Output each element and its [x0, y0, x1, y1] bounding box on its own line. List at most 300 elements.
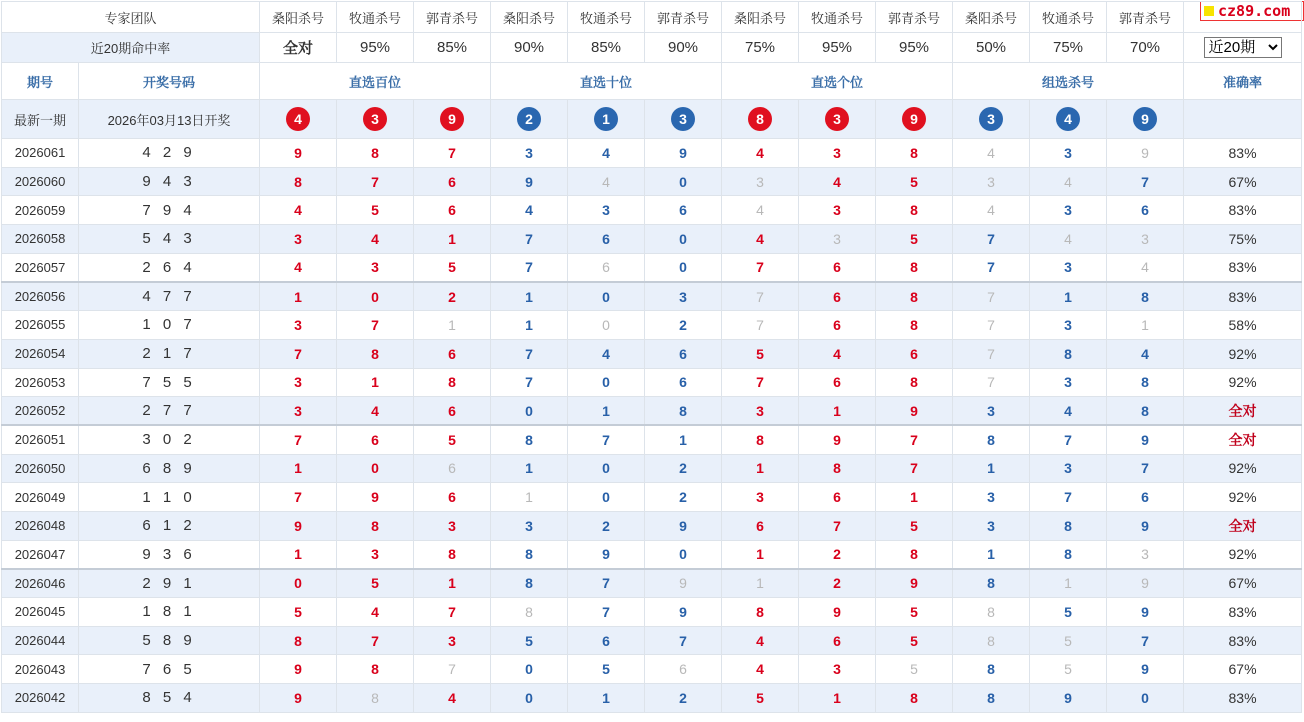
kill-number-cell: 1	[645, 425, 722, 454]
kill-number-cell: 0	[491, 684, 568, 713]
accuracy-cell: 全对	[1184, 511, 1302, 540]
latest-draw-row	[2, 100, 1302, 139]
kill-number-cell: 5	[337, 196, 414, 225]
kill-number-cell: 3	[260, 225, 337, 254]
period-select[interactable]	[1204, 37, 1282, 58]
kill-number-cell: 1	[1030, 569, 1107, 598]
kill-number-cell: 1	[414, 311, 491, 340]
draw-number-cell: 5 8 9	[79, 626, 260, 655]
number-ball: 8	[748, 107, 772, 131]
table-row	[2, 598, 1302, 627]
kill-number-cell: 1	[260, 282, 337, 311]
kill-number-cell: 7	[491, 225, 568, 254]
number-ball: 4	[1056, 107, 1080, 131]
kill-number-cell: 0	[645, 253, 722, 282]
accuracy-cell: 83%	[1184, 253, 1302, 282]
number-ball: 1	[594, 107, 618, 131]
number-ball: 9	[440, 107, 464, 131]
accuracy-cell: 67%	[1184, 655, 1302, 684]
kill-number-cell: 9	[568, 540, 645, 569]
kill-number-cell: 5	[876, 511, 953, 540]
kill-number-cell: 6	[568, 253, 645, 282]
kill-number-cell: 6	[414, 167, 491, 196]
kill-number-cell: 6	[799, 311, 876, 340]
latest-ball-cell	[1030, 100, 1107, 139]
kill-number-cell: 0	[260, 569, 337, 598]
kill-number-cell: 4	[568, 167, 645, 196]
kill-number-cell: 9	[876, 397, 953, 426]
kill-number-cell: 8	[337, 684, 414, 713]
kill-number-cell: 1	[722, 540, 799, 569]
expert-name-cell: 牧通杀号	[337, 2, 414, 33]
kill-number-cell: 0	[1107, 684, 1184, 713]
kill-number-cell: 8	[1030, 540, 1107, 569]
kill-number-cell: 7	[337, 167, 414, 196]
kill-number-cell: 8	[953, 626, 1030, 655]
expert-hit-rate: 85%	[568, 33, 645, 63]
table-row	[2, 425, 1302, 454]
kill-number-cell: 4	[1107, 253, 1184, 282]
kill-number-cell: 8	[414, 368, 491, 397]
latest-ball-cell	[876, 100, 953, 139]
number-ball: 9	[1133, 107, 1157, 131]
kill-number-cell: 3	[953, 397, 1030, 426]
kill-number-cell: 8	[491, 540, 568, 569]
kill-number-cell: 8	[645, 397, 722, 426]
kill-number-cell: 1	[491, 483, 568, 512]
header-group: 组选杀号	[953, 63, 1184, 100]
kill-number-cell: 7	[568, 425, 645, 454]
kill-number-cell: 7	[491, 368, 568, 397]
kill-number-cell: 6	[876, 339, 953, 368]
kill-number-cell: 2	[799, 540, 876, 569]
kill-number-cell: 5	[876, 626, 953, 655]
kill-number-cell: 9	[645, 569, 722, 598]
draw-number-cell: 2 7 7	[79, 397, 260, 426]
kill-number-cell: 7	[953, 339, 1030, 368]
period-select-cell	[1184, 33, 1302, 63]
table-row	[2, 540, 1302, 569]
kill-number-cell: 7	[722, 282, 799, 311]
kill-number-cell: 8	[876, 253, 953, 282]
kill-number-cell: 4	[337, 225, 414, 254]
kill-number-cell: 9	[260, 139, 337, 168]
kill-number-cell: 9	[799, 598, 876, 627]
kill-number-cell: 7	[722, 253, 799, 282]
kill-number-cell: 3	[1030, 139, 1107, 168]
kill-number-cell: 3	[1030, 311, 1107, 340]
accuracy-cell: 83%	[1184, 139, 1302, 168]
kill-number-cell: 8	[953, 684, 1030, 713]
kill-number-cell: 4	[491, 196, 568, 225]
kill-number-cell: 8	[491, 598, 568, 627]
kill-number-cell: 4	[953, 139, 1030, 168]
period-cell: 2026048	[2, 511, 79, 540]
table-row	[2, 626, 1302, 655]
number-ball: 3	[825, 107, 849, 131]
kill-number-cell: 9	[1107, 655, 1184, 684]
kill-number-cell: 3	[1030, 253, 1107, 282]
expert-hit-rate: 70%	[1107, 33, 1184, 63]
kill-number-cell: 6	[722, 511, 799, 540]
latest-ball-cell	[491, 100, 568, 139]
kill-number-cell: 8	[876, 139, 953, 168]
kill-number-cell: 3	[1030, 196, 1107, 225]
kill-number-cell: 1	[491, 282, 568, 311]
kill-number-cell: 7	[568, 598, 645, 627]
kill-number-cell: 8	[337, 511, 414, 540]
kill-number-cell: 7	[799, 511, 876, 540]
kill-number-cell: 4	[722, 196, 799, 225]
kill-number-cell: 0	[337, 282, 414, 311]
kill-number-cell: 8	[1030, 511, 1107, 540]
kill-number-cell: 4	[568, 339, 645, 368]
expert-name-row	[2, 2, 1302, 33]
kill-number-cell: 4	[1030, 225, 1107, 254]
kill-number-cell: 3	[799, 139, 876, 168]
kill-number-cell: 6	[568, 225, 645, 254]
period-cell: 2026058	[2, 225, 79, 254]
kill-number-cell: 1	[953, 454, 1030, 483]
kill-number-cell: 4	[1107, 339, 1184, 368]
kill-number-cell: 3	[722, 167, 799, 196]
number-ball: 3	[363, 107, 387, 131]
kill-number-cell: 5	[876, 655, 953, 684]
kill-number-table	[1, 1, 1302, 713]
kill-number-cell: 8	[337, 139, 414, 168]
draw-number-cell: 4 2 9	[79, 139, 260, 168]
kill-number-cell: 9	[260, 684, 337, 713]
latest-date: 2026年03月13日开奖	[79, 100, 260, 139]
kill-number-cell: 0	[568, 454, 645, 483]
kill-number-cell: 6	[799, 626, 876, 655]
kill-number-cell: 9	[1107, 598, 1184, 627]
table-row	[2, 225, 1302, 254]
number-ball: 3	[671, 107, 695, 131]
kill-number-cell: 6	[799, 282, 876, 311]
expert-name-cell: 桑阳杀号	[491, 2, 568, 33]
expert-name-cell: 牧通杀号	[1030, 2, 1107, 33]
kill-number-cell: 1	[568, 684, 645, 713]
kill-number-cell: 4	[1030, 167, 1107, 196]
expert-hit-rate: 95%	[799, 33, 876, 63]
kill-number-cell: 7	[491, 253, 568, 282]
expert-name-cell: 郭青杀号	[414, 2, 491, 33]
kill-number-cell: 7	[414, 139, 491, 168]
period-cell: 2026053	[2, 368, 79, 397]
kill-number-cell: 7	[1107, 167, 1184, 196]
expert-name-cell: 桑阳杀号	[260, 2, 337, 33]
accuracy-cell: 全对	[1184, 397, 1302, 426]
latest-ball-cell	[337, 100, 414, 139]
kill-number-cell: 8	[337, 655, 414, 684]
kill-number-cell: 1	[414, 569, 491, 598]
kill-number-cell: 0	[491, 397, 568, 426]
kill-number-cell: 7	[568, 569, 645, 598]
kill-number-cell: 4	[722, 139, 799, 168]
kill-number-cell: 8	[491, 425, 568, 454]
table-row	[2, 511, 1302, 540]
kill-number-cell: 1	[722, 569, 799, 598]
kill-number-cell: 5	[722, 684, 799, 713]
kill-number-cell: 7	[645, 626, 722, 655]
kill-number-cell: 9	[645, 511, 722, 540]
latest-ball-cell	[260, 100, 337, 139]
accuracy-cell: 92%	[1184, 483, 1302, 512]
kill-number-cell: 8	[876, 368, 953, 397]
kill-number-cell: 1	[337, 368, 414, 397]
kill-number-cell: 1	[491, 454, 568, 483]
draw-number-cell: 1 8 1	[79, 598, 260, 627]
latest-ball-cell	[722, 100, 799, 139]
kill-number-cell: 5	[876, 167, 953, 196]
kill-number-cell: 2	[645, 483, 722, 512]
kill-number-cell: 0	[645, 167, 722, 196]
kill-number-cell: 9	[1107, 425, 1184, 454]
kill-number-cell: 6	[1107, 483, 1184, 512]
draw-number-cell: 3 0 2	[79, 425, 260, 454]
kill-number-cell: 4	[260, 253, 337, 282]
draw-number-cell: 2 1 7	[79, 339, 260, 368]
kill-number-cell: 9	[1107, 139, 1184, 168]
kill-number-cell: 1	[414, 225, 491, 254]
kill-number-cell: 4	[722, 626, 799, 655]
kill-number-cell: 4	[722, 225, 799, 254]
kill-number-cell: 1	[799, 684, 876, 713]
draw-number-cell: 9 4 3	[79, 167, 260, 196]
kill-number-cell: 3	[799, 196, 876, 225]
kill-number-cell: 7	[491, 339, 568, 368]
kill-number-cell: 6	[568, 626, 645, 655]
period-cell: 2026054	[2, 339, 79, 368]
draw-number-cell: 2 9 1	[79, 569, 260, 598]
kill-number-cell: 8	[876, 540, 953, 569]
period-cell: 2026046	[2, 569, 79, 598]
column-header-row	[2, 63, 1302, 100]
expert-name-cell: 桑阳杀号	[953, 2, 1030, 33]
kill-number-cell: 1	[799, 397, 876, 426]
period-cell: 2026044	[2, 626, 79, 655]
expert-hit-rate: 75%	[722, 33, 799, 63]
header-period: 期号	[2, 63, 79, 100]
kill-number-cell: 0	[568, 311, 645, 340]
kill-number-cell: 5	[337, 569, 414, 598]
kill-number-cell: 7	[1030, 483, 1107, 512]
kill-number-cell: 4	[337, 598, 414, 627]
table-row	[2, 569, 1302, 598]
draw-number-cell: 6 8 9	[79, 454, 260, 483]
kill-number-cell: 1	[260, 454, 337, 483]
header-accuracy: 准确率	[1184, 63, 1302, 100]
kill-number-cell: 9	[260, 655, 337, 684]
expert-name-cell: 牧通杀号	[568, 2, 645, 33]
kill-number-cell: 8	[876, 196, 953, 225]
kill-number-cell: 4	[799, 339, 876, 368]
kill-number-cell: 9	[337, 483, 414, 512]
latest-ball-cell	[414, 100, 491, 139]
expert-name-cell: 郭青杀号	[1107, 2, 1184, 33]
kill-number-cell: 7	[953, 368, 1030, 397]
kill-number-cell: 6	[799, 368, 876, 397]
expert-name-cell: 桑阳杀号	[722, 2, 799, 33]
kill-number-cell: 7	[876, 425, 953, 454]
kill-number-cell: 3	[953, 483, 1030, 512]
kill-number-cell: 7	[722, 311, 799, 340]
kill-number-cell: 4	[260, 196, 337, 225]
kill-number-cell: 3	[337, 540, 414, 569]
kill-number-cell: 1	[568, 397, 645, 426]
period-cell: 2026061	[2, 139, 79, 168]
period-cell: 2026056	[2, 282, 79, 311]
header-draw-number: 开奖号码	[79, 63, 260, 100]
table-row	[2, 139, 1302, 168]
table-row	[2, 196, 1302, 225]
kill-number-cell: 8	[1107, 282, 1184, 311]
accuracy-cell: 83%	[1184, 196, 1302, 225]
period-cell: 2026042	[2, 684, 79, 713]
kill-number-cell: 9	[1107, 511, 1184, 540]
expert-name-cell: 郭青杀号	[876, 2, 953, 33]
latest-ball-cell	[799, 100, 876, 139]
kill-number-cell: 1	[491, 311, 568, 340]
kill-number-cell: 8	[260, 167, 337, 196]
kill-number-cell: 6	[414, 397, 491, 426]
accuracy-cell: 92%	[1184, 339, 1302, 368]
kill-number-cell: 3	[799, 225, 876, 254]
kill-number-cell: 9	[1030, 684, 1107, 713]
kill-number-cell: 8	[953, 569, 1030, 598]
expert-hit-rate: 95%	[337, 33, 414, 63]
kill-number-cell: 5	[414, 425, 491, 454]
accuracy-cell: 83%	[1184, 282, 1302, 311]
number-ball: 9	[902, 107, 926, 131]
accuracy-cell: 92%	[1184, 454, 1302, 483]
latest-ball-cell	[953, 100, 1030, 139]
kill-number-cell: 3	[722, 397, 799, 426]
kill-number-cell: 8	[491, 569, 568, 598]
kill-number-cell: 8	[1107, 368, 1184, 397]
kill-number-cell: 5	[260, 598, 337, 627]
kill-number-cell: 2	[645, 311, 722, 340]
draw-number-cell: 7 5 5	[79, 368, 260, 397]
kill-number-cell: 1	[953, 540, 1030, 569]
kill-number-cell: 8	[337, 339, 414, 368]
kill-number-cell: 1	[260, 540, 337, 569]
logo-cell	[1184, 2, 1302, 33]
table-row	[2, 454, 1302, 483]
expert-team-label: 专家团队	[2, 2, 260, 33]
accuracy-cell: 92%	[1184, 368, 1302, 397]
kill-number-cell: 5	[876, 598, 953, 627]
kill-number-cell: 7	[1107, 454, 1184, 483]
kill-number-cell: 4	[953, 196, 1030, 225]
kill-number-cell: 3	[260, 397, 337, 426]
kill-number-cell: 6	[645, 368, 722, 397]
kill-number-cell: 7	[1107, 626, 1184, 655]
kill-number-cell: 1	[876, 483, 953, 512]
kill-number-cell: 7	[722, 368, 799, 397]
kill-number-cell: 2	[645, 684, 722, 713]
period-cell: 2026049	[2, 483, 79, 512]
kill-number-cell: 5	[568, 655, 645, 684]
expert-hit-rate: 95%	[876, 33, 953, 63]
kill-number-cell: 4	[414, 684, 491, 713]
kill-number-cell: 3	[1030, 454, 1107, 483]
kill-number-cell: 6	[1107, 196, 1184, 225]
accuracy-cell: 全对	[1184, 425, 1302, 454]
kill-number-cell: 3	[953, 511, 1030, 540]
kill-number-cell: 0	[568, 282, 645, 311]
kill-number-cell: 6	[414, 339, 491, 368]
kill-number-cell: 4	[1030, 397, 1107, 426]
kill-number-cell: 3	[414, 626, 491, 655]
kill-number-cell: 2	[799, 569, 876, 598]
kill-number-cell: 4	[568, 139, 645, 168]
kill-number-cell: 8	[1107, 397, 1184, 426]
draw-number-cell: 1 1 0	[79, 483, 260, 512]
table-row	[2, 253, 1302, 282]
kill-number-cell: 3	[1107, 225, 1184, 254]
accuracy-cell: 67%	[1184, 167, 1302, 196]
kill-number-cell: 9	[260, 511, 337, 540]
period-cell: 2026050	[2, 454, 79, 483]
kill-number-cell: 6	[414, 454, 491, 483]
kill-number-cell: 8	[260, 626, 337, 655]
period-cell: 2026051	[2, 425, 79, 454]
draw-number-cell: 6 1 2	[79, 511, 260, 540]
accuracy-cell: 83%	[1184, 626, 1302, 655]
kill-number-cell: 8	[876, 282, 953, 311]
kill-number-cell: 3	[1107, 540, 1184, 569]
kill-number-cell: 8	[799, 454, 876, 483]
kill-number-cell: 0	[645, 540, 722, 569]
kill-number-cell: 5	[1030, 626, 1107, 655]
kill-number-cell: 8	[953, 655, 1030, 684]
kill-number-cell: 9	[1107, 569, 1184, 598]
kill-number-cell: 7	[953, 311, 1030, 340]
accuracy-cell: 58%	[1184, 311, 1302, 340]
draw-number-cell: 7 9 4	[79, 196, 260, 225]
draw-number-cell: 9 3 6	[79, 540, 260, 569]
expert-hit-rate: 90%	[645, 33, 722, 63]
kill-number-cell: 6	[799, 483, 876, 512]
kill-number-cell: 1	[1030, 282, 1107, 311]
kill-number-cell: 7	[953, 225, 1030, 254]
period-cell: 2026060	[2, 167, 79, 196]
kill-number-cell: 7	[414, 655, 491, 684]
expert-hit-rate: 50%	[953, 33, 1030, 63]
kill-number-cell: 1	[722, 454, 799, 483]
hit-rate-row	[2, 33, 1302, 63]
kill-number-cell: 7	[260, 483, 337, 512]
kill-number-cell: 7	[337, 311, 414, 340]
number-ball: 3	[979, 107, 1003, 131]
kill-number-cell: 8	[876, 311, 953, 340]
kill-number-cell: 2	[568, 511, 645, 540]
draw-number-cell: 1 0 7	[79, 311, 260, 340]
kill-number-cell: 3	[568, 196, 645, 225]
draw-number-cell: 2 6 4	[79, 253, 260, 282]
kill-number-cell: 4	[722, 655, 799, 684]
kill-number-cell: 8	[953, 425, 1030, 454]
kill-number-cell: 7	[260, 425, 337, 454]
period-cell: 2026057	[2, 253, 79, 282]
table-row	[2, 311, 1302, 340]
expert-hit-rate: 90%	[491, 33, 568, 63]
header-hundreds: 直选百位	[260, 63, 491, 100]
kill-number-cell: 0	[568, 483, 645, 512]
kill-number-cell: 4	[799, 167, 876, 196]
